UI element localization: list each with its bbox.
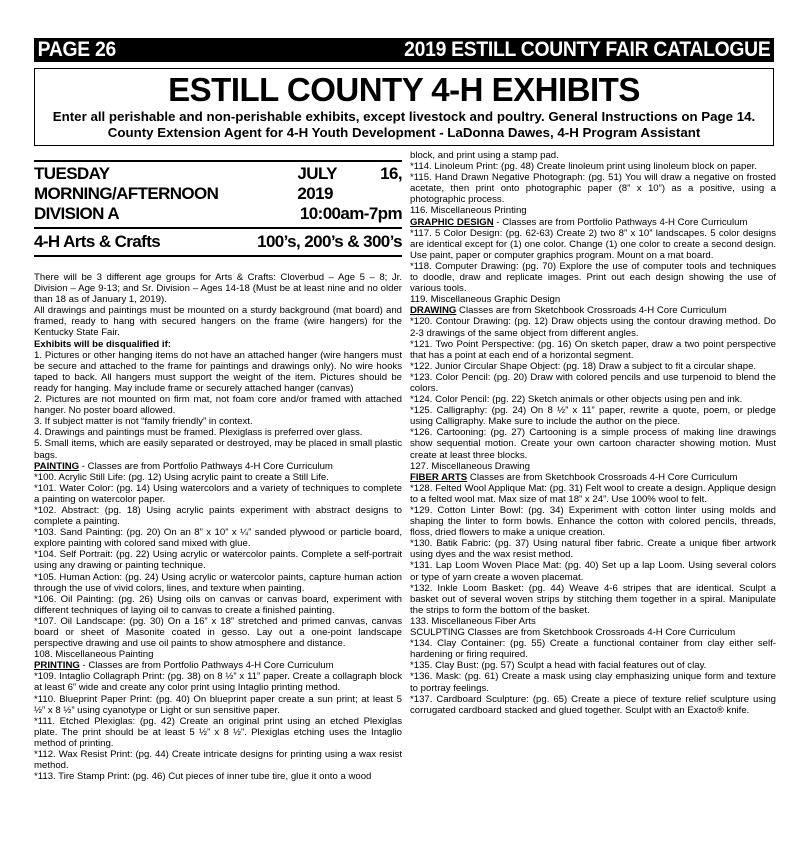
class-item: *131. Lap Loom Woven Place Mat: (pg. 40) Set up a lap Loom. Using several colors or type of yarn create a woven placemat. [410,560,776,583]
division-row [34,204,402,224]
catalogue-title: 2019 ESTILL COUNTY FAIR CATALOGUE [404,38,771,61]
class-item: *122. Junior Circular Shape Object: (pg. 18) Draw a subject to fit a circular shape. [410,360,757,372]
section-heading: PRINTING [34,660,80,672]
class-item: 116. Miscellaneous Printing [410,205,527,217]
age-groups-text: There will be 3 different age groups for Arts & Crafts: Cloverbud – Age 5 – 8; Jr. Division – Age 9-13; and Sr. Division – Ages 14-18 (Must be at least nine and no older than 18 as of January 1, 2019). [34,272,402,306]
class-item: *109. Intaglio Collagraph Print: (pg. 38) on 8 ½” x 11” paper. Create a collagraph block at least 6” wide and create any color print using Intaglio printing method. [34,671,402,694]
rule-item: 2. Pictures are not mounted on firm mat, not foam core and/or framed with attached hanger. No poster board allowed. [34,394,402,417]
class-item: *135. Clay Bust: (pg. 57) Sculpt a head with facial features out of clay. [410,660,707,672]
page-header-bar [34,38,774,62]
class-item: 108. Miscellaneous Painting [34,649,154,661]
class-item: *123. Color Pencil: (pg. 20) Draw with colored pencils and use turpenoid to blend the colors. [410,371,776,394]
divider [34,227,402,229]
session-day: TUESDAY MORNING/AFTERNOON [34,164,219,203]
class-item: *120. Contour Drawing: (pg. 12) Draw objects using the contour drawing method. Do 2-3 drawings of the same object from different angles. [410,316,776,339]
class-item: *124. Color Pencil: (pg. 22) Sketch animals or other objects using pen and ink. [410,394,743,406]
class-item: *105. Human Action: (pg. 24) Using acrylic or watercolor paints, capture human action through the use of vivid colors, lines, and texture when painting. [34,571,402,594]
divider [34,255,402,257]
section-heading: GRAPHIC DESIGN [410,216,494,228]
section-heading: PAINTING [34,460,80,472]
class-item: *125. Calligraphy: (pg. 24) On 8 ½” x 11” paper, rewrite a quote, poem, or pledge using Calligraphy. Make sure to include the author on the piece. [410,405,776,428]
class-item: *103. Sand Painting: (pg. 20) On an 8” x 10” x ¼” sanded plywood or particle board, explore painting with colored sand mixed with glue. [34,527,402,550]
mounting-text: All drawings and paintings must be mounted on a sturdy background (mat board) and framed, ready to hang with secured hangers on the frame (wire hangers) for the Kentucky State Fair. [34,305,402,339]
class-range: 100’s, 200’s & 300’s [257,232,402,251]
class-item: *104. Self Portrait: (pg. 22) Using acrylic or watercolor paints. Complete a self-portrait using any drawing or painting technique. [34,549,402,572]
section-fiber-arts [410,472,776,483]
rule-item: 4. Drawings and paintings must be framed. Plexiglass is preferred over glass. [34,427,363,439]
session-date: JULY 16, 2019 [297,164,402,203]
class-item: *126. Cartooning: (pg. 27) Cartooning is a simple process of making line drawings show sequential motion. Create your own cartoon character showing motion. Must create at least three blocks. [410,427,776,461]
section-heading: FIBER ARTS [410,471,468,483]
class-item: 119. Miscellaneous Graphic Design [410,294,561,306]
class-item: *121. Two Point Perspective: (pg. 16) On sketch paper, draw a two point perspective that has a point at each end of a horizontal segment. [410,338,776,361]
class-item: block, and print using a stamp pad. [410,150,559,161]
general-instructions: Enter all perishable and non-perishable exhibits, except livestock and poultry. General Instructions on Page 14. [52,109,756,124]
class-item: *113. Tire Stamp Print: (pg. 46) Cut pieces of inner tube tire, glue it onto a wood [34,771,372,783]
section-heading: DRAWING [410,305,457,317]
class-item: 133. Miscellaneous Fiber Arts [410,615,536,627]
class-item: *134. Clay Container: (pg. 55) Create a functional container from clay either self-hardening or firing required. [410,638,776,661]
class-item: *117. 5 Color Design: (pg. 62-63) Create 2) two 8” x 10” landscapes. 5 color designs are identical except for (1) one color. Change (1) one color to create a second design. Use paint, paper or computer graphics program. Mount on a mat board. [410,227,776,261]
section-drawing [410,305,776,316]
class-item: *130. Batik Fabric: (pg. 37) Using natural fiber fabric. Create a unique fiber artwork using dyes and the wax resist method. [410,538,776,561]
class-item: *110. Blueprint Paper Print: (pg. 40) On blueprint paper create a sun print; at least 5 ½” x 8 ½” using cyanotype or Light or sun sensitive paper. [34,693,402,716]
rule-item: 5. Small items, which are easily separated or destroyed, may be placed in small plastic bags. [34,438,402,461]
rule-item: 1. Pictures or other hanging items do not have an attached hanger (wire hangers must be secure and attached to the frame for paintings and drawings only). No wire hooks taped to back. All hangers must support the weight of the item. Pictures should be ready for hanging. May include frame or securely attached hanger (canvas) [34,349,402,394]
section-painting [34,461,402,472]
class-item: *137. Cardboard Sculpture: (pg. 65) Create a piece of texture relief sculpture using corrugated cardboard stacked and glued together. Sculpt with an Exacto® knife. [410,693,776,716]
disqualify-heading: Exhibits will be disqualified if: [34,338,171,350]
section-source: - Classes are from Portfolio Pathways 4-H Core Curriculum [79,660,334,672]
category-row [34,232,402,252]
class-item: *118. Computer Drawing: (pg. 70) Explore the use of computer tools and techniques to doodle, draw and replicate images. Print out each design showing the use of various tools. [410,260,776,295]
class-item: *128. Felted Wool Applique Mat: (pg. 31) Felt wool to create a design. Applique design to a felted wool mat. Max size of mat 18” x 24”. Use 100% wool to felt. [410,482,776,505]
section-source: - Classes are from Portfolio Pathways 4-H Core Curriculum [79,460,333,472]
class-item: *102. Abstract: (pg. 18) Using acrylic paints experiment with abstract designs to complete a painting. [34,504,402,528]
extension-agent: County Extension Agent for 4-H Youth Development - LaDonna Dawes, 4-H Program Assistant [107,125,701,140]
section-graphic-design [410,217,776,228]
page-number: PAGE 26 [37,38,116,61]
session-time: 10:00am-7pm [299,204,402,223]
class-item: *106. Oil Painting: (pg. 26) Using oils on canvas or canvas board, experiment with different techniques of laying oil to canvas to create a finished painting. [34,593,402,616]
class-item: *114. Linoleum Print: (pg. 48) Create linoleum print using linoleum block on paper. [410,161,757,173]
category-name: 4-H Arts & Crafts [34,232,161,251]
class-item: *107. Oil Landscape: (pg. 30) On a 16” x 18” stretched and primed canvas, canvas board or sheet of Masonite coated in gesso. Lay out a one-point landscape perspective drawing and use oil paints to show atmosphere and distance. [34,615,402,650]
section-sculpting: SCULPTING Classes are from Sketchbook Crossroads 4-H Core Curriculum [410,627,736,639]
class-item: *129. Cotton Linter Bowl: (pg. 34) Experiment with cotton linter using molds and shaping the linter to form bowls. Enhance the cotton with colored pencils, threads, floss, dried flowers to make a unique creation. [410,505,776,539]
rule-item: 3. If subject matter is not “family friendly” in context. [34,416,253,428]
section-source: Classes are from Sketchbook Crossroads 4-H Core Curriculum [456,305,727,317]
class-item: *111. Etched Plexiglas: (pg. 42) Create an original print using an etched Plexiglas plate. The print should be at least 5 ½” x 8 ½”. Plexiglas etching uses the Intaglio method of printing. [34,715,402,749]
title-box [34,68,774,146]
division-label: DIVISION A [34,204,119,223]
class-item: *101. Water Color: (pg. 14) Using watercolors and a variety of techniques to complete a painting on watercolor paper. [34,482,402,505]
section-printing [34,660,402,671]
section-source: - Classes are from Portfolio Pathways 4-H Core Curriculum [493,216,748,228]
class-item: 127. Miscellaneous Drawing [410,460,530,472]
class-item: *132. Inkle Loom Basket: (pg. 44) Weave 4-6 stripes that are identical. Sculpt a basket out of several woven strips by stitching them together in a spiral. Manipulate the strips to form the bottom of the basket. [410,582,776,616]
class-item: *115. Hand Drawn Negative Photograph: (pg. 51) You will draw a negative on frosted acetate, then print onto photographic paper (8” x 10”) as a positive, using a photographic process. [410,172,776,206]
class-item: *112. Wax Resist Print: (pg. 44) Create intricate designs for printing using a wax resist method. [34,749,402,772]
session-day-row [34,160,402,204]
class-item: *100. Acrylic Still Life: (pg. 12) Using acrylic paint to create a Still Life. [34,471,329,483]
right-column [410,150,776,716]
section-source: Classes are from Sketchbook Crossroads 4-H Core Curriculum [467,471,738,483]
page-title: ESTILL COUNTY 4-H EXHIBITS [168,71,640,108]
class-item: *136. Mask: (pg. 61) Create a mask using clay emphasizing unique form and texture to portray feelings. [410,671,776,694]
left-column [34,160,402,782]
